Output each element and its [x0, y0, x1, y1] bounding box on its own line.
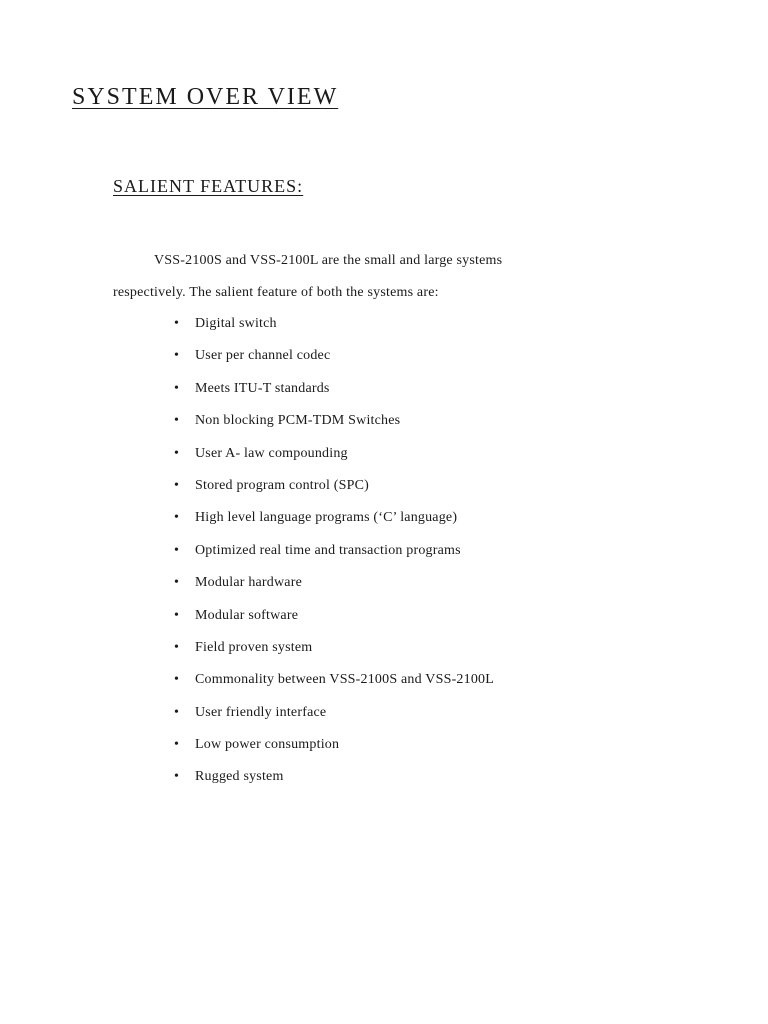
feature-text: Low power consumption — [195, 737, 340, 753]
features-list — [174, 314, 494, 800]
feature-item — [174, 541, 494, 573]
bullet-icon: • — [174, 477, 180, 493]
feature-item — [174, 670, 494, 702]
feature-text: Modular software — [195, 607, 299, 623]
bullet-icon: • — [174, 607, 180, 623]
feature-text: Rugged system — [195, 769, 284, 785]
feature-text: User per channel codec — [195, 348, 331, 364]
feature-text: Stored program control (SPC) — [195, 477, 369, 493]
bullet-icon: • — [174, 639, 180, 655]
bullet-icon: • — [174, 413, 180, 429]
feature-text: Commonality between VSS-2100S and VSS-2100L — [195, 672, 494, 688]
feature-item — [174, 476, 494, 508]
bullet-icon: • — [174, 769, 180, 785]
feature-item — [174, 444, 494, 476]
page-title: SYSTEM OVER VIEW — [72, 84, 339, 110]
bullet-icon: • — [174, 316, 180, 331]
bullet-icon: • — [174, 542, 180, 558]
section-heading: SALIENT FEATURES: — [113, 176, 304, 196]
bullet-icon: • — [174, 704, 180, 720]
feature-text: Modular hardware — [195, 575, 302, 591]
feature-text: Meets ITU-T standards — [195, 380, 330, 396]
feature-text: Optimized real time and transaction programs — [195, 542, 461, 558]
feature-text: Field proven system — [195, 639, 313, 655]
feature-item — [174, 638, 494, 670]
feature-item — [174, 735, 494, 767]
intro-paragraph-line-2: respectively. The salient feature of both the systems are: — [113, 285, 439, 300]
feature-text: User friendly interface — [195, 704, 327, 720]
bullet-icon: • — [174, 445, 180, 461]
bullet-icon: • — [174, 575, 180, 591]
feature-item — [174, 606, 494, 638]
bullet-icon: • — [174, 348, 180, 364]
bullet-icon: • — [174, 380, 180, 396]
feature-item — [174, 379, 494, 411]
bullet-icon: • — [174, 737, 180, 753]
bullet-icon: • — [174, 672, 180, 688]
feature-item — [174, 411, 494, 443]
feature-item — [174, 767, 494, 799]
feature-text: Digital switch — [195, 316, 277, 331]
feature-text: High level language programs (‘C’ language) — [195, 510, 458, 526]
bullet-icon: • — [174, 510, 180, 526]
feature-item — [174, 346, 494, 378]
intro-paragraph-line-1: VSS-2100S and VSS-2100L are the small and large systems — [154, 253, 503, 268]
feature-item — [174, 508, 494, 540]
feature-item — [174, 314, 494, 346]
feature-text: User A- law compounding — [195, 445, 348, 461]
feature-item — [174, 573, 494, 605]
feature-text: Non blocking PCM-TDM Switches — [195, 413, 401, 429]
feature-item — [174, 703, 494, 735]
